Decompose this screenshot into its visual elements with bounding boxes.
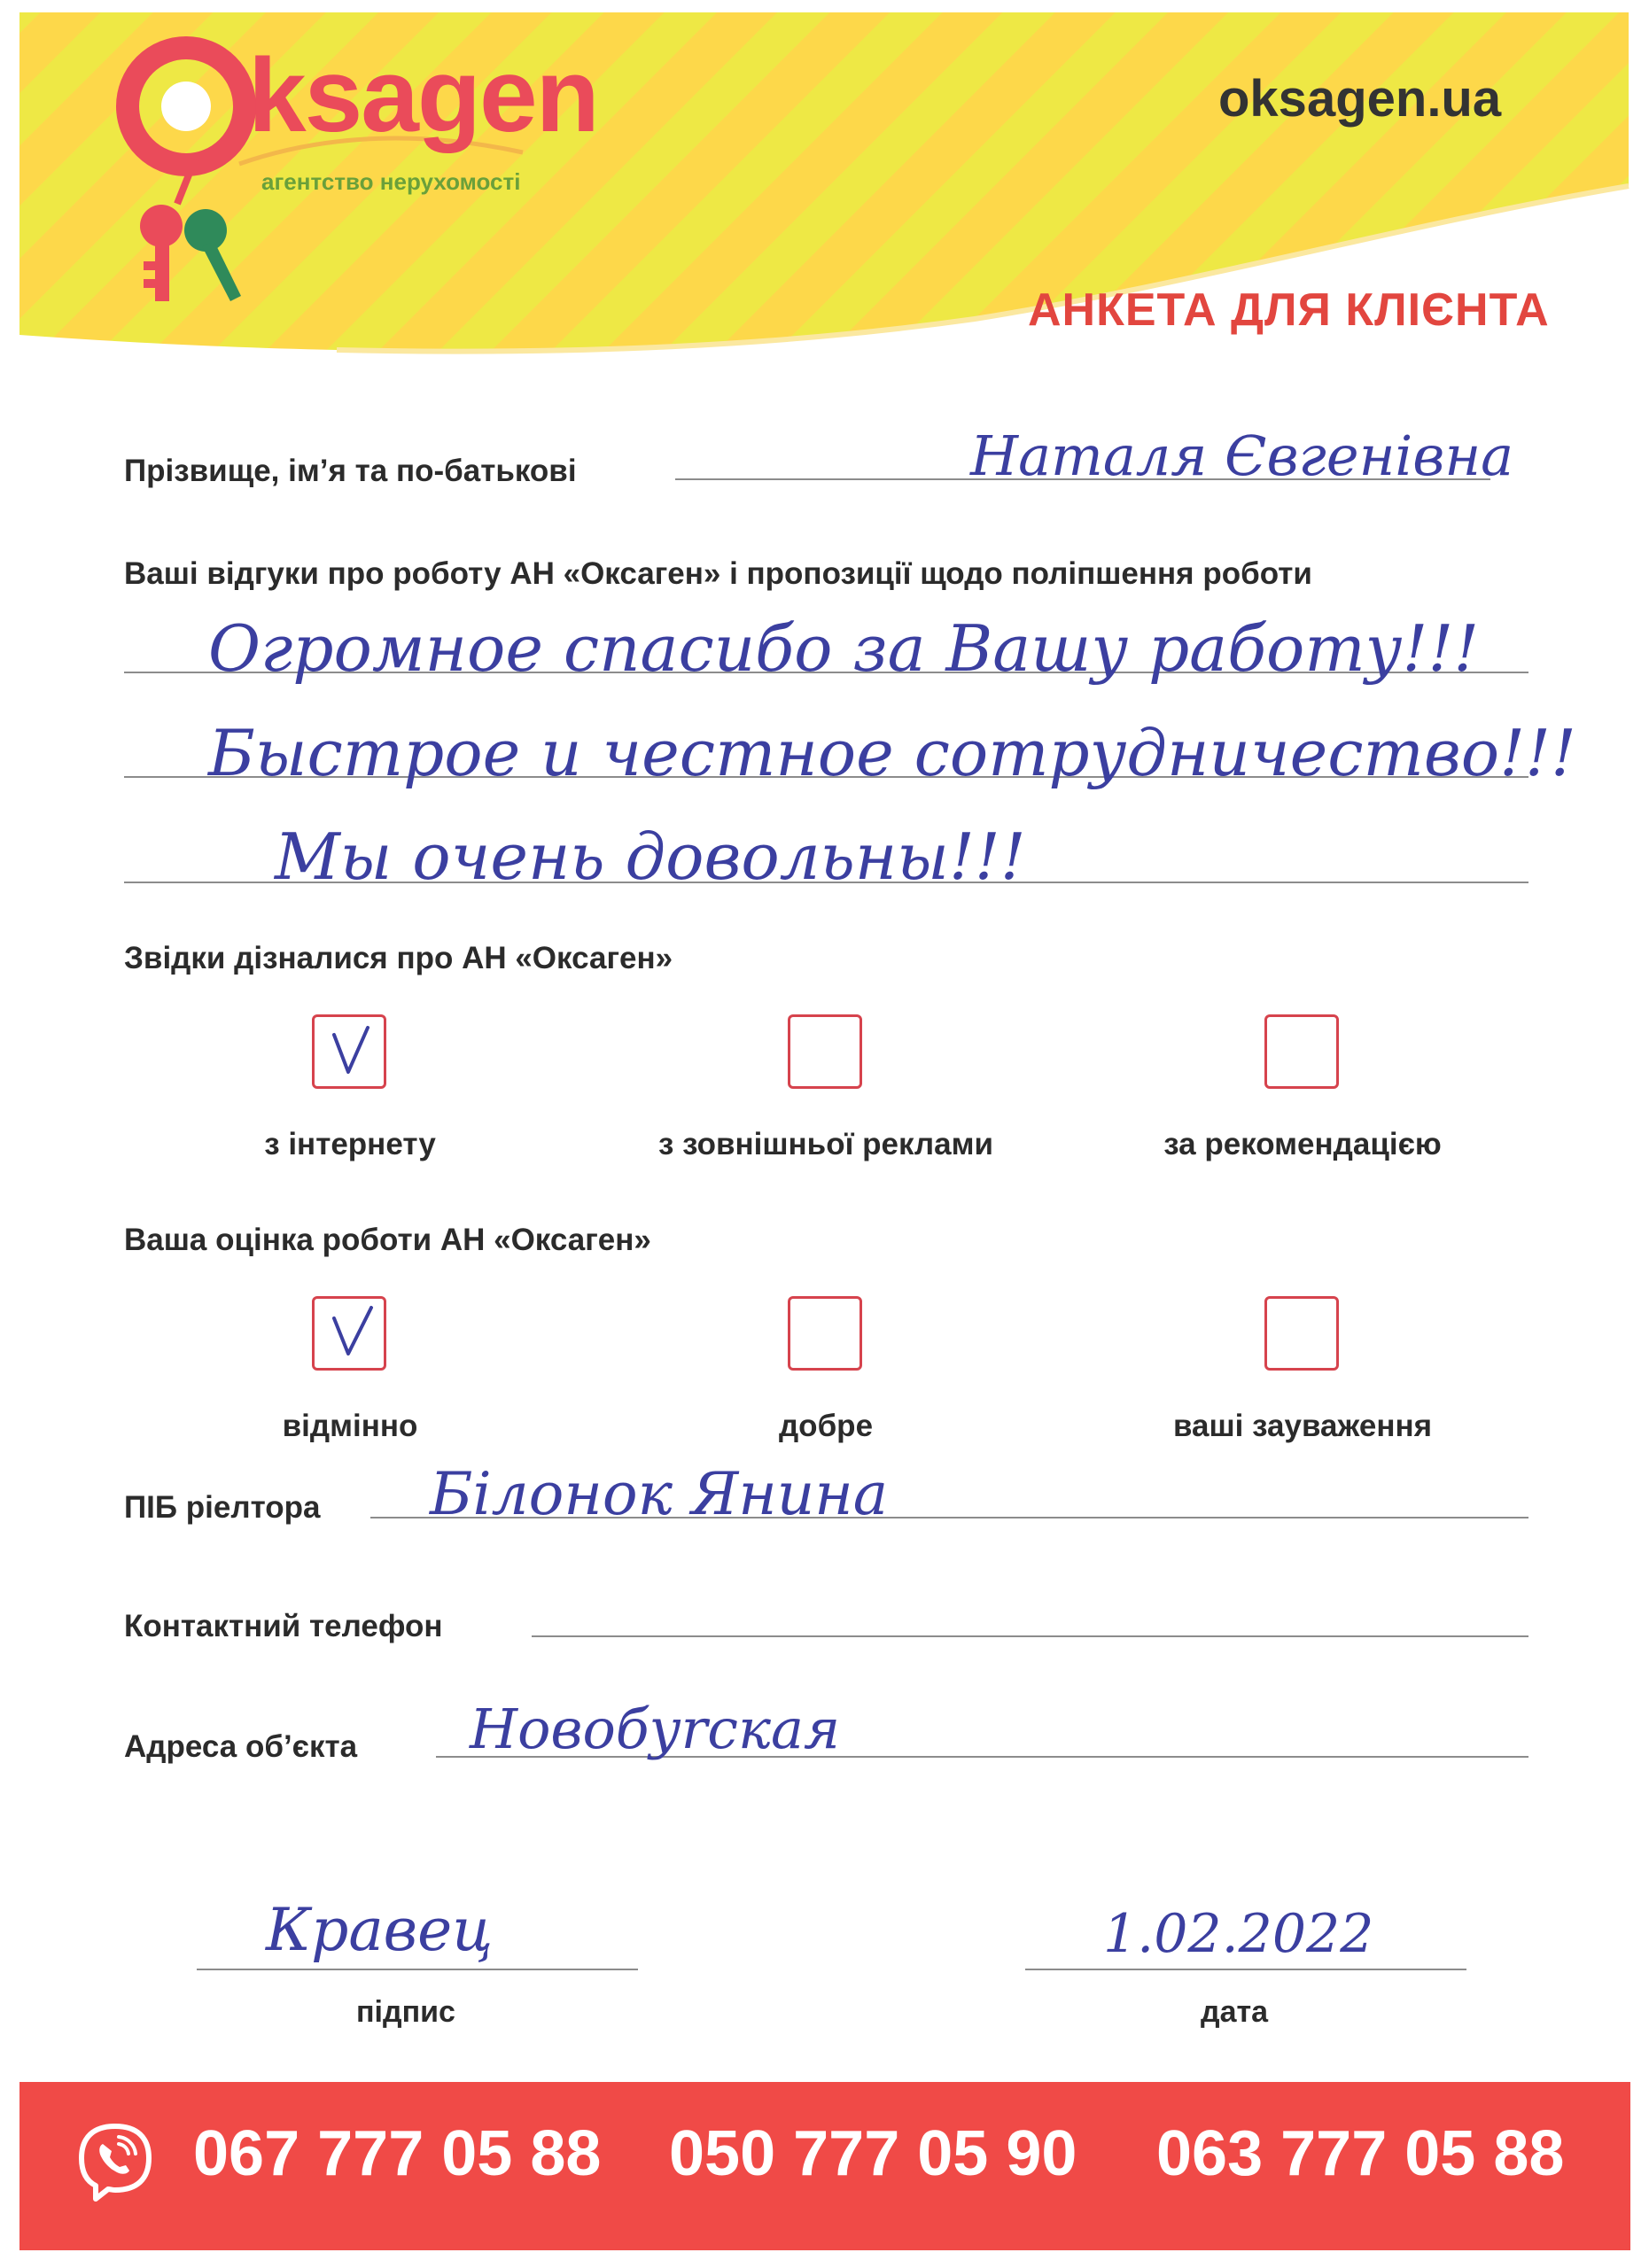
- rating-good-checkbox[interactable]: [788, 1296, 862, 1371]
- date-label: дата: [1201, 1995, 1269, 2029]
- feedback-text-line-1[interactable]: Огромное спасибо за Вашу работу!!!: [208, 611, 1480, 686]
- company-logo: [106, 35, 638, 328]
- source-recommendation-checkbox[interactable]: [1264, 1014, 1339, 1089]
- source-internet-label: з інтернету: [264, 1127, 436, 1161]
- logo-wordmark: ksagen: [248, 37, 598, 154]
- footer-phone-3[interactable]: 063 777 05 88: [1156, 2118, 1565, 2189]
- realtor-value[interactable]: Білонок Янина: [430, 1460, 889, 1528]
- source-internet-checkbox[interactable]: [312, 1014, 386, 1089]
- signature-value[interactable]: Кравец: [266, 1896, 494, 1964]
- signature-line: [197, 1969, 638, 1970]
- phone-line: [532, 1635, 1528, 1637]
- source-outdoor-ads-checkbox[interactable]: [788, 1014, 862, 1089]
- source-label: Звідки дізналися про АН «Оксаген»: [124, 941, 673, 975]
- full-name-label: Прізвище, ім’я та по-батькові: [124, 454, 577, 488]
- address-value[interactable]: Новобуrская: [470, 1697, 841, 1761]
- footer-phone-1[interactable]: 067 777 05 88: [193, 2118, 602, 2189]
- feedback-text-line-3[interactable]: Мы очень довольны!!!: [275, 819, 1026, 894]
- form-title: АНКЕТА ДЛЯ КЛІЄНТА: [1028, 284, 1550, 336]
- address-label: Адреса об’єкта: [124, 1729, 358, 1764]
- website-url[interactable]: oksagen.ua: [1218, 70, 1502, 128]
- rating-remarks-checkbox[interactable]: [1264, 1296, 1339, 1371]
- source-outdoor-ads-label: з зовнішньої реклами: [657, 1127, 994, 1161]
- rating-label: Ваша оцінка роботи АН «Оксаген»: [124, 1223, 651, 1257]
- feedback-label: Ваші відгуки про роботу АН «Оксаген» і пропозиції щодо поліпшення роботи: [124, 556, 1312, 591]
- realtor-label: ПІБ ріелтора: [124, 1490, 321, 1525]
- rating-excellent-label: відмінно: [282, 1409, 418, 1443]
- logo-tagline: агентство нерухомості: [261, 168, 521, 195]
- full-name-value[interactable]: Наталя Євгенівна: [970, 423, 1514, 488]
- footer-phone-2[interactable]: 050 777 05 90: [669, 2118, 1077, 2189]
- rating-excellent-checkbox[interactable]: [312, 1296, 386, 1371]
- signature-label: підпис: [356, 1995, 455, 2029]
- date-value[interactable]: 1.02.2022: [1103, 1903, 1374, 1965]
- rating-remarks-label: ваші зауваження: [1172, 1409, 1433, 1443]
- rating-good-label: добре: [778, 1409, 874, 1443]
- source-recommendation-label: за рекомендацією: [1163, 1127, 1442, 1161]
- viber-icon: [73, 2119, 158, 2204]
- phone-label: Контактний телефон: [124, 1609, 443, 1643]
- feedback-text-line-2[interactable]: Быстрое и честное сотрудничество!!!: [208, 716, 1576, 790]
- date-line: [1025, 1969, 1466, 1970]
